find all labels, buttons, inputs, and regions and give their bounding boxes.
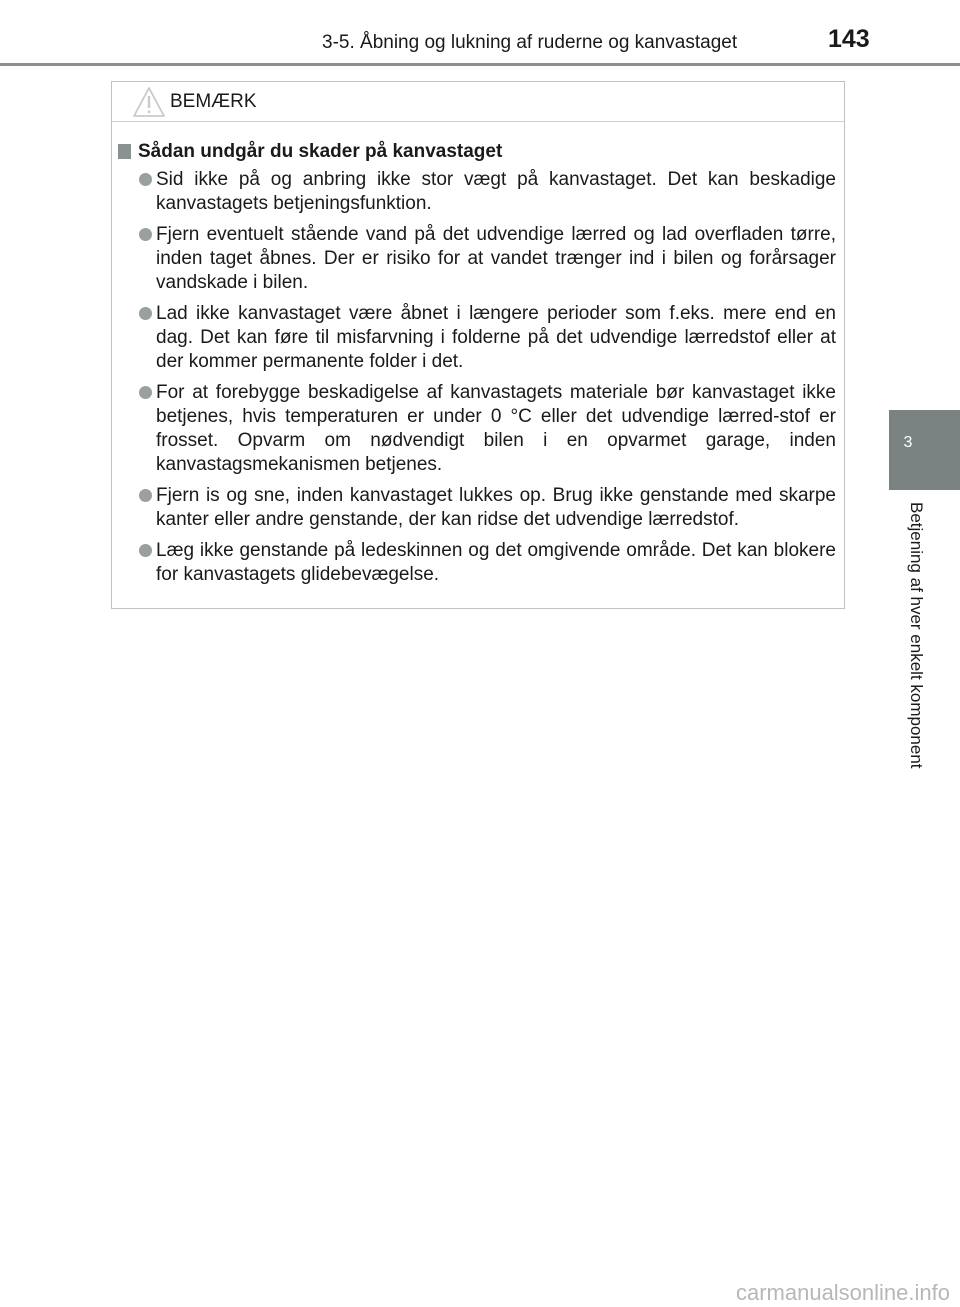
note-item-list [112,168,844,587]
circle-bullet-icon [139,489,152,502]
warning-triangle-icon [132,86,166,118]
list-item-text: Lad ikke kanvastaget være åbnet i længere perioder som f.eks. mere end en dag. Det kan føre til misfarvning i folderne på det udvendige lærredstof eller at der kommer permanente folder i det. [156,303,836,372]
square-bullet-icon [118,144,131,159]
note-section-title [118,140,844,164]
header-rule [0,63,960,66]
circle-bullet-icon [139,544,152,557]
chapter-tab [889,410,960,490]
list-item [156,302,836,374]
chapter-title: Betjening af hver enkelt komponent [907,502,926,769]
header-section-title: 3-5. Åbning og lukning af ruderne og kanvastaget [322,32,738,53]
list-item-text: Fjern eventuelt stående vand på det udvendige lærred og lad overfladen tørre, inden taget åbnes. Der er risiko for at vandet trænger ind i bilen og forårsager vandskade i bilen. [156,224,836,293]
page-header [0,0,960,66]
chapter-number: 3 [903,434,913,451]
note-box [111,81,845,609]
list-item-text: For at forebygge beskadigelse af kanvastagets materiale bør kanvastaget ikke betjenes, hvis temperaturen er under 0 °C eller det udvendige lærred-stof er frosset. Opvarm om nødvendigt bilen i en opvarmet garage, inden kanvastagsmekanismen betjenes. [156,382,836,475]
list-item [156,381,836,477]
circle-bullet-icon [139,386,152,399]
circle-bullet-icon [139,173,152,186]
list-item [156,223,836,295]
list-item-text: Sid ikke på og anbring ikke stor vægt på kanvastaget. Det kan beskadige kanvastagets betjeningsfunktion. [156,169,836,214]
list-item-text: Fjern is og sne, inden kanvastaget lukkes op. Brug ikke genstande med skarpe kanter eller andre genstande, der kan ridse det udvendige lærredstof. [156,485,836,530]
note-body [112,140,844,594]
list-item [156,539,836,587]
page-number: 143 [828,25,870,53]
circle-bullet-icon [139,307,152,320]
list-item [156,484,836,532]
list-item [156,168,836,216]
circle-bullet-icon [139,228,152,241]
note-label: BEMÆRK [170,91,257,112]
note-header [112,82,844,122]
watermark: carmanualsonline.info [735,1280,950,1305]
chapter-title-vertical [906,502,926,822]
note-section-title-text: Sådan undgår du skader på kanvastaget [138,141,503,162]
list-item-text: Læg ikke genstande på ledeskinnen og det omgivende område. Det kan blokere for kanvastagets glidebevægelse. [156,540,836,585]
